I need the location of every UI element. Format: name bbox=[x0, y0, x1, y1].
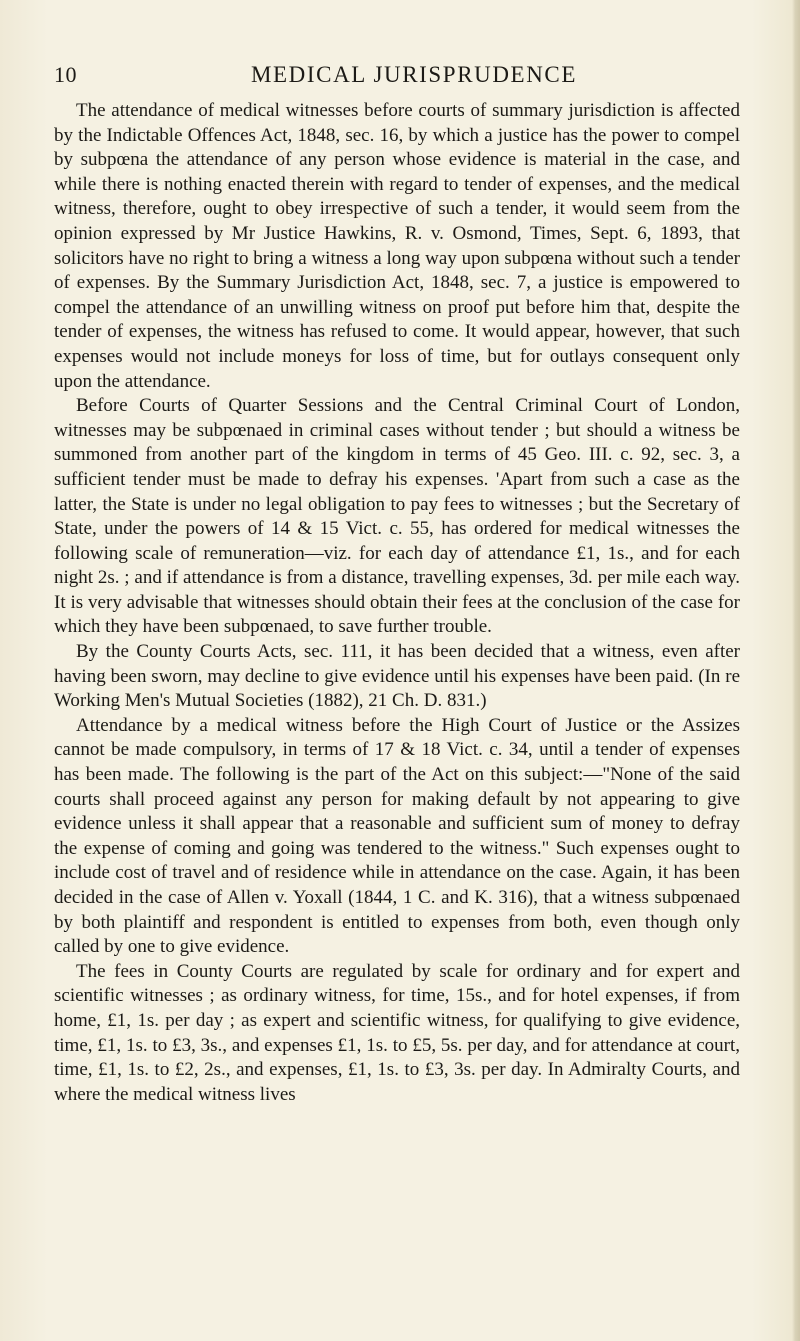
paragraph-summary-jurisdiction: The attendance of medical witnesses before courts of summary jurisdiction is affected by the Indictable Offences Act, 1848, sec. 16, by which a justice has the power to compel by subpœna the attendance of any person whose evidence is material in the case, and while there is nothing enacted therein with regard to tender of expenses, and the medical witness, therefore, ought to obey irrespective of such a tender, it would seem from the opinion expressed by Mr Justice Hawkins, R. v. Osmond, Times, Sept. 6, 1893, that solicitors have no right to bring a witness a long way upon subpœna without such a tender of expenses. By the Summary Jurisdiction Act, 1848, sec. 7, a justice is empowered to compel the attendance of an unwilling witness on proof put before him that, despite the tender of expenses, the witness has refused to come. It would appear, however, that such expenses would not include moneys for loss of time, but for outlays consequent only upon the attendance. bbox=[54, 100, 740, 392]
paragraph-high-court: Attendance by a medical witness before the High Court of Justice or the Assizes cannot be made compulsory, in terms of 17 & 18 Vict. c. 34, until a tender of expenses has been made. The following is the part of the Act on this subject:—"None of the said courts shall proceed against any person for making default by not appearing to give evidence unless it shall appear that a reasonable and sufficient sum of money to defray the expense of coming and going was tendered to the witness." Such expenses ought to include cost of travel and of residence while in attendance on the case. Again, it has been decided in the case of Allen v. Yoxall (1844, 1 C. and K. 316), that a witness subpœnaed by both plaintiff and respondent is entitled to expenses from both, even though only called by one to give evidence. bbox=[54, 714, 740, 958]
page-edge-shadow bbox=[792, 0, 800, 1341]
page-number: 10 bbox=[54, 62, 77, 87]
page-header bbox=[54, 62, 744, 92]
paragraph-quarter-sessions: Before Courts of Quarter Sessions and the Central Criminal Court of London, witnesses may be subpœnaed in criminal cases without tender ; but should a witness be summoned from another part of the kingdom in terms of 45 Geo. III. c. 92, sec. 3, a sufficient tender must be made to defray his expenses. 'Apart from such a case as the latter, the State is under no legal obligation to pay fees to witnesses ; but the Secretary of State, under the powers of 14 & 15 Vict. c. 55, has ordered for medical witnesses the following scale of remuneration—viz. for each day of attendance £1, 1s., and for each night 2s. ; and if attendance is from a distance, travelling expenses, 3d. per mile each way. It is very advisable that witnesses should obtain their fees at the conclusion of the case for which they have been subpœnaed, to save further trouble. bbox=[54, 395, 740, 638]
body-text bbox=[54, 99, 740, 1107]
running-title: MEDICAL JURISPRUDENCE bbox=[250, 62, 578, 87]
paragraph-county-courts-acts: By the County Courts Acts, sec. 111, it has been decided that a witness, even after having been sworn, may decline to give evidence until his expenses have been paid. (In re Working Men's Mutual Societies (1882), 21 Ch. D. 831.) bbox=[54, 641, 740, 712]
paragraph-county-court-fees: The fees in County Courts are regulated by scale for ordinary and for expert and scientific witnesses ; as ordinary witness, for time, 15s., and for hotel expenses, if from home, £1, 1s. per day ; as expert and scientific witness, for qualifying to give evidence, time, £1, 1s. to £3, 3s., and expenses £1, 1s. to £5, 5s. per day, and for attendance at court, time, £1, 1s. to £2, 2s., and expenses, £1, 1s. to £3, 3s. per day. In Admiralty Courts, and where the medical witness lives bbox=[54, 960, 740, 1105]
